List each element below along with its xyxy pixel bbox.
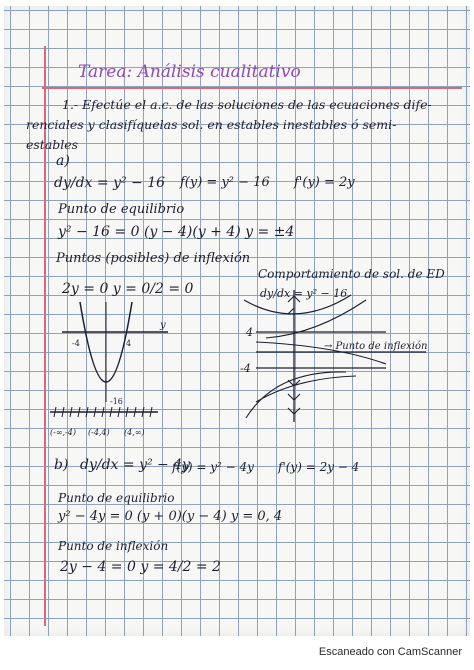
part-a-inflection-heading: Puntos (posibles) de inflexión [56, 251, 251, 266]
solution-curve-lower-2 [256, 376, 356, 402]
parabola-right-root-label: 4 [126, 339, 132, 348]
part-a-f-definition: f(y) = y² − 16 [180, 175, 270, 190]
behavior-title: Comportamiento de sol. de ED [258, 267, 445, 281]
behavior-equation: dy/dx = y² − 16 [260, 287, 348, 300]
left-margin-line [44, 46, 46, 626]
interval-3: (4,∞) [124, 428, 145, 437]
part-b-label: b) [54, 457, 69, 473]
part-a-label: a) [56, 153, 70, 169]
problem-statement-line-2: renciales y clasifíquelas sol. en estables inestables ó semi- [26, 117, 397, 132]
scanner-footer: Escaneado con CamScanner [318, 646, 462, 658]
phase-tick-4: 4 [246, 326, 253, 339]
graph-paper [4, 6, 470, 636]
phase-portrait [236, 287, 436, 430]
part-b-equilibrium-heading: Punto de equilibrio [58, 491, 175, 505]
phase-tick-neg4: -4 [240, 362, 251, 375]
part-b-derivative: f'(y) = 2y − 4 [278, 460, 360, 474]
part-b-inflection-work: 2y − 4 = 0 y = 4/2 = 2 [60, 559, 221, 575]
part-a-equation: dy/dx = y² − 16 [54, 175, 166, 191]
part-b-f-definition: f(y) = y² − 4y [172, 460, 254, 474]
part-b-equation: dy/dx = y² − 4y [80, 457, 191, 473]
part-b-inflection-heading: Punto de inflexión [58, 539, 169, 553]
problem-statement-line-3: estables [26, 137, 79, 152]
problem-statement-line-1: 1.- Efectúe el a.c. de las soluciones de las ecuaciones dife- [62, 97, 432, 112]
part-a-equilibrium-heading: Punto de equilibrio [58, 202, 185, 217]
page-title: Tarea: Análisis cualitativo [78, 62, 301, 82]
interval-1: (-∞,-4) [50, 428, 76, 437]
part-a-equilibrium-work: y² − 16 = 0 (y − 4)(y + 4) y = ±4 [58, 224, 295, 240]
interval-2: (-4,4) [88, 428, 110, 437]
parabola-left-root-label: -4 [72, 339, 80, 348]
parabola-sketch [62, 302, 172, 412]
title-underline [42, 87, 462, 89]
solution-curve-lower [246, 372, 346, 418]
parabola-minimum-label: -16 [110, 397, 123, 406]
part-b-equilibrium-work: y² − 4y = 0 (y + 0)(y − 4) y = 0, 4 [58, 509, 283, 524]
solution-curve-upper [244, 295, 351, 314]
part-a-inflection-work: 2y = 0 y = 0/2 = 0 [62, 281, 194, 297]
phase-inflection-label: → Punto de inflexión [324, 341, 428, 352]
part-a-derivative: f'(y) = 2y [294, 175, 355, 190]
parabola-axis-label: y [160, 320, 166, 331]
